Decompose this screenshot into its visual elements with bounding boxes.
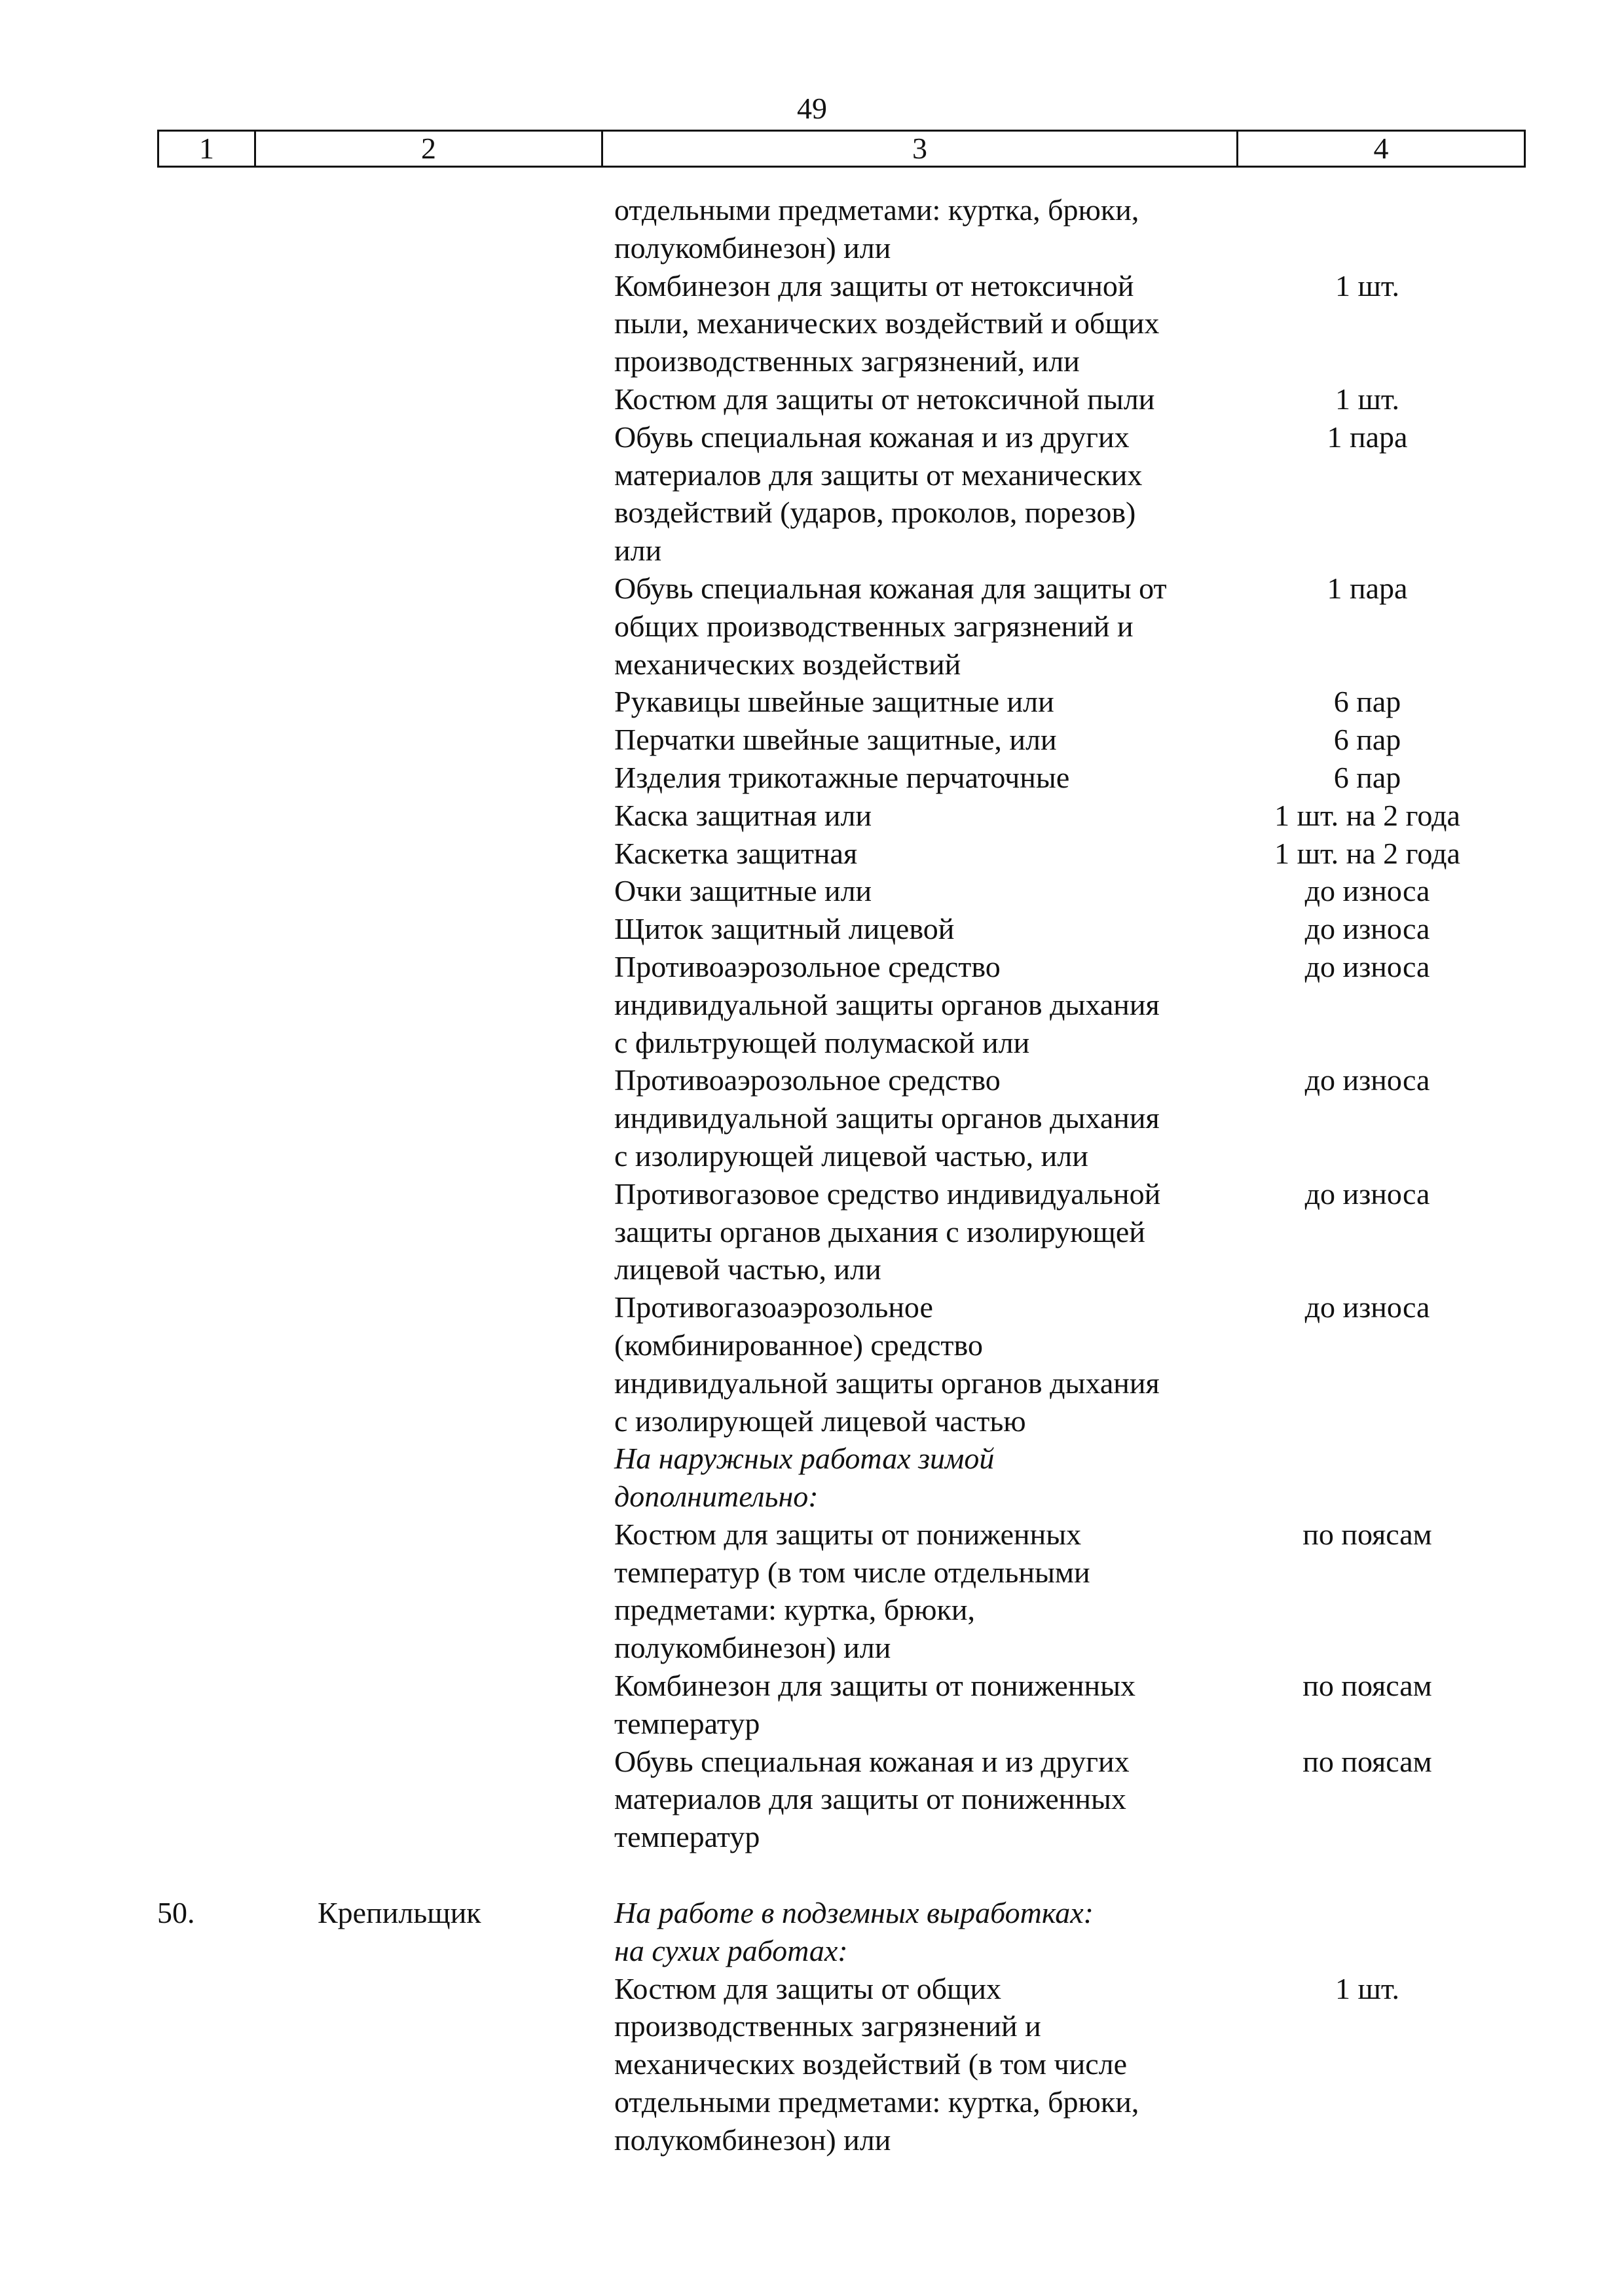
table-row bbox=[0, 910, 1624, 948]
item-description-line: механических воздействий (в том числе bbox=[614, 2047, 1128, 2081]
item-description-line: температур bbox=[614, 1706, 760, 1740]
table-row bbox=[0, 1743, 1624, 1856]
item-description-line: Комбинезон для защиты от нетоксичной bbox=[614, 268, 1134, 302]
table-row bbox=[0, 380, 1624, 418]
entry-separator bbox=[0, 1856, 1624, 1894]
profession-name bbox=[318, 418, 614, 570]
entry-number bbox=[0, 1516, 318, 1667]
page-number: 49 bbox=[797, 92, 827, 125]
table-row bbox=[0, 1175, 1624, 1288]
profession-name bbox=[318, 872, 614, 910]
table-row bbox=[0, 1667, 1624, 1743]
item-description-line: Обувь специальная кожаная для защиты от bbox=[614, 571, 1167, 605]
profession-name bbox=[318, 1516, 614, 1667]
item-description bbox=[614, 191, 1269, 267]
entry-number bbox=[0, 683, 318, 721]
item-description bbox=[614, 418, 1269, 570]
entry-number bbox=[0, 1061, 318, 1175]
item-quantity: до износа bbox=[1304, 874, 1430, 908]
profession-name bbox=[318, 1061, 614, 1175]
item-description-line: лицевой частью, или bbox=[614, 1252, 881, 1286]
column-header-1: 1 bbox=[159, 132, 256, 166]
entry-number bbox=[0, 797, 318, 835]
item-description-line: температур bbox=[614, 1820, 760, 1854]
item-description-line: Каска защитная или bbox=[614, 798, 872, 832]
item-description-line: отдельными предметами: куртка, брюки, bbox=[614, 193, 1139, 227]
item-quantity: 1 пара bbox=[1327, 420, 1408, 454]
item-description-line: отдельными предметами: куртка, брюки, bbox=[614, 2085, 1139, 2119]
item-quantity: до износа bbox=[1304, 912, 1430, 946]
item-description-line: Обувь специальная кожаная и из других bbox=[614, 1744, 1130, 1778]
profession-name bbox=[318, 835, 614, 873]
item-quantity: до износа bbox=[1304, 1176, 1430, 1211]
item-quantity: 6 пар bbox=[1333, 723, 1401, 757]
item-description-line: Рукавицы швейные защитные или bbox=[614, 685, 1054, 719]
item-description bbox=[614, 872, 1269, 910]
item-description-line: полукомбинезон) или bbox=[614, 230, 891, 264]
column-header-table bbox=[157, 130, 1526, 168]
item-description-line: производственных загрязнений, или bbox=[614, 344, 1080, 378]
item-description-line: Изделия трикотажные перчаточные bbox=[614, 760, 1070, 794]
entry-number bbox=[0, 1970, 318, 2159]
item-description-line: Каскетка защитная bbox=[614, 836, 858, 870]
item-quantity: 1 шт. на 2 года bbox=[1274, 798, 1460, 832]
item-description-line: с изолирующей лицевой частью, или bbox=[614, 1139, 1088, 1173]
item-quantity: 1 пара bbox=[1327, 571, 1408, 605]
entry-number bbox=[0, 1175, 318, 1288]
item-description-line: Костюм для защиты от пониженных bbox=[614, 1517, 1082, 1551]
entry-number: 50. bbox=[157, 1896, 195, 1930]
table-row bbox=[0, 267, 1624, 380]
entry-number bbox=[0, 1440, 318, 1516]
entry-number bbox=[0, 872, 318, 910]
profession-name bbox=[318, 1175, 614, 1288]
item-description-line: индивидуальной защиты органов дыхания bbox=[614, 1366, 1160, 1400]
item-description bbox=[614, 267, 1269, 380]
profession-name bbox=[318, 267, 614, 380]
item-quantity bbox=[1269, 191, 1466, 267]
profession-name bbox=[318, 797, 614, 835]
item-description-line: дополнительно: bbox=[614, 1480, 819, 1514]
item-quantity: до износа bbox=[1304, 1063, 1430, 1097]
item-description bbox=[614, 683, 1269, 721]
item-description-line: Противогазовое средство индивидуальной bbox=[614, 1176, 1161, 1211]
entry-number bbox=[0, 910, 318, 948]
item-description-line: материалов для защиты от механических bbox=[614, 458, 1143, 492]
table-row bbox=[0, 721, 1624, 759]
profession-name bbox=[318, 1667, 614, 1743]
item-description-line: производственных загрязнений и bbox=[614, 2009, 1041, 2043]
entry-number bbox=[0, 191, 318, 267]
item-description-line: на сухих работах: bbox=[614, 1933, 848, 1967]
profession-name bbox=[318, 759, 614, 797]
item-quantity bbox=[1269, 1894, 1466, 1970]
item-description-line: защиты органов дыхания с изолирующей bbox=[614, 1214, 1145, 1248]
item-description bbox=[614, 721, 1269, 759]
item-description-line: Щиток защитный лицевой bbox=[614, 912, 955, 946]
table-row bbox=[0, 1440, 1624, 1516]
item-description bbox=[614, 1440, 1269, 1516]
table-row bbox=[0, 1288, 1624, 1440]
table-row bbox=[0, 418, 1624, 570]
item-description bbox=[614, 1743, 1269, 1856]
entry-number bbox=[0, 1743, 318, 1856]
profession-name bbox=[318, 721, 614, 759]
item-quantity: 1 шт. bbox=[1335, 382, 1400, 416]
table-row bbox=[0, 683, 1624, 721]
item-description bbox=[614, 797, 1269, 835]
item-description-line: На работе в подземных выработках: bbox=[614, 1896, 1094, 1930]
item-description-line: воздействий (ударов, проколов, порезов) bbox=[614, 496, 1136, 530]
item-quantity: 6 пар bbox=[1333, 685, 1401, 719]
table-row bbox=[0, 1970, 1624, 2159]
item-description bbox=[614, 1970, 1269, 2159]
item-description bbox=[614, 759, 1269, 797]
item-description-line: (комбинированное) средство bbox=[614, 1328, 983, 1362]
item-description-line: Костюм для защиты от нетоксичной пыли bbox=[614, 382, 1155, 416]
item-description-line: полукомбинезон) или bbox=[614, 1631, 891, 1665]
table-row bbox=[0, 948, 1624, 1061]
item-description-line: Очки защитные или bbox=[614, 874, 872, 908]
item-description-line: или bbox=[614, 534, 662, 568]
item-description-line: механических воздействий bbox=[614, 647, 961, 681]
table-row bbox=[0, 835, 1624, 873]
item-description-line: На наружных работах зимой bbox=[614, 1442, 995, 1476]
item-description-line: Комбинезон для защиты от пониженных bbox=[614, 1669, 1135, 1703]
item-quantity bbox=[1269, 1440, 1466, 1516]
column-header-4: 4 bbox=[1373, 132, 1389, 165]
item-description-line: индивидуальной защиты органов дыхания bbox=[614, 1101, 1160, 1135]
item-quantity: 6 пар bbox=[1333, 760, 1401, 794]
item-quantity: 1 шт. bbox=[1335, 268, 1400, 302]
item-description-line: предметами: куртка, брюки, bbox=[614, 1593, 975, 1627]
entry-number bbox=[0, 1667, 318, 1743]
entry-number bbox=[0, 380, 318, 418]
profession-name bbox=[318, 1288, 614, 1440]
item-quantity: до износа bbox=[1304, 1290, 1430, 1324]
entry-number bbox=[0, 267, 318, 380]
profession-name bbox=[318, 948, 614, 1061]
entry-number bbox=[0, 570, 318, 683]
profession-name bbox=[318, 191, 614, 267]
column-header-3: 3 bbox=[603, 132, 1238, 166]
item-description-line: Противоаэрозольное средство bbox=[614, 1063, 1001, 1097]
item-description bbox=[614, 1667, 1269, 1743]
entry-number bbox=[0, 948, 318, 1061]
profession-name bbox=[318, 1743, 614, 1856]
table-row bbox=[0, 797, 1624, 835]
entry-number bbox=[0, 1288, 318, 1440]
profession-name bbox=[318, 910, 614, 948]
item-description bbox=[614, 570, 1269, 683]
table-row bbox=[0, 872, 1624, 910]
item-description-line: Противоаэрозольное средство bbox=[614, 949, 1001, 983]
item-description-line: с изолирующей лицевой частью bbox=[614, 1404, 1026, 1438]
item-description-line: с фильтрующей полумаской или bbox=[614, 1025, 1030, 1059]
item-quantity: до износа bbox=[1304, 949, 1430, 983]
item-description-line: общих производственных загрязнений и bbox=[614, 609, 1134, 643]
table-row bbox=[0, 1516, 1624, 1667]
profession-name bbox=[318, 380, 614, 418]
item-description bbox=[614, 1288, 1269, 1440]
table-row bbox=[0, 1894, 1624, 1970]
item-description bbox=[614, 380, 1269, 418]
entry-number bbox=[0, 418, 318, 570]
item-description bbox=[614, 910, 1269, 948]
table-row bbox=[0, 1061, 1624, 1175]
entry-number bbox=[0, 835, 318, 873]
profession-name bbox=[318, 683, 614, 721]
table-row bbox=[0, 570, 1624, 683]
item-description bbox=[614, 1061, 1269, 1175]
item-description-line: полукомбинезон) или bbox=[614, 2123, 891, 2157]
item-quantity: по поясам bbox=[1302, 1669, 1432, 1703]
item-description bbox=[614, 1516, 1269, 1667]
item-description-line: Перчатки швейные защитные, или bbox=[614, 723, 1057, 757]
profession-name: Крепильщик bbox=[318, 1896, 481, 1930]
item-description bbox=[614, 835, 1269, 873]
item-description-line: пыли, механических воздействий и общих bbox=[614, 306, 1160, 340]
column-header-2: 2 bbox=[256, 132, 603, 166]
item-description bbox=[614, 1894, 1269, 1970]
item-description-line: материалов для защиты от пониженных bbox=[614, 1782, 1126, 1816]
table-body bbox=[0, 191, 1624, 2159]
profession-name bbox=[318, 1970, 614, 2159]
item-description bbox=[614, 948, 1269, 1061]
table-row bbox=[0, 191, 1624, 267]
item-quantity: 1 шт. bbox=[1335, 1971, 1400, 2005]
item-description-line: Обувь специальная кожаная и из других bbox=[614, 420, 1130, 454]
entry-number bbox=[0, 759, 318, 797]
item-quantity: по поясам bbox=[1302, 1517, 1432, 1551]
profession-name bbox=[318, 570, 614, 683]
item-description-line: температур (в том числе отдельными bbox=[614, 1555, 1090, 1589]
item-description-line: Противогазоаэрозольное bbox=[614, 1290, 933, 1324]
item-description-line: Костюм для защиты от общих bbox=[614, 1971, 1002, 2005]
item-quantity: по поясам bbox=[1302, 1744, 1432, 1778]
item-description-line: индивидуальной защиты органов дыхания bbox=[614, 987, 1160, 1021]
profession-name bbox=[318, 1440, 614, 1516]
item-description bbox=[614, 1175, 1269, 1288]
entry-number bbox=[0, 721, 318, 759]
item-quantity: 1 шт. на 2 года bbox=[1274, 836, 1460, 870]
table-row bbox=[0, 759, 1624, 797]
